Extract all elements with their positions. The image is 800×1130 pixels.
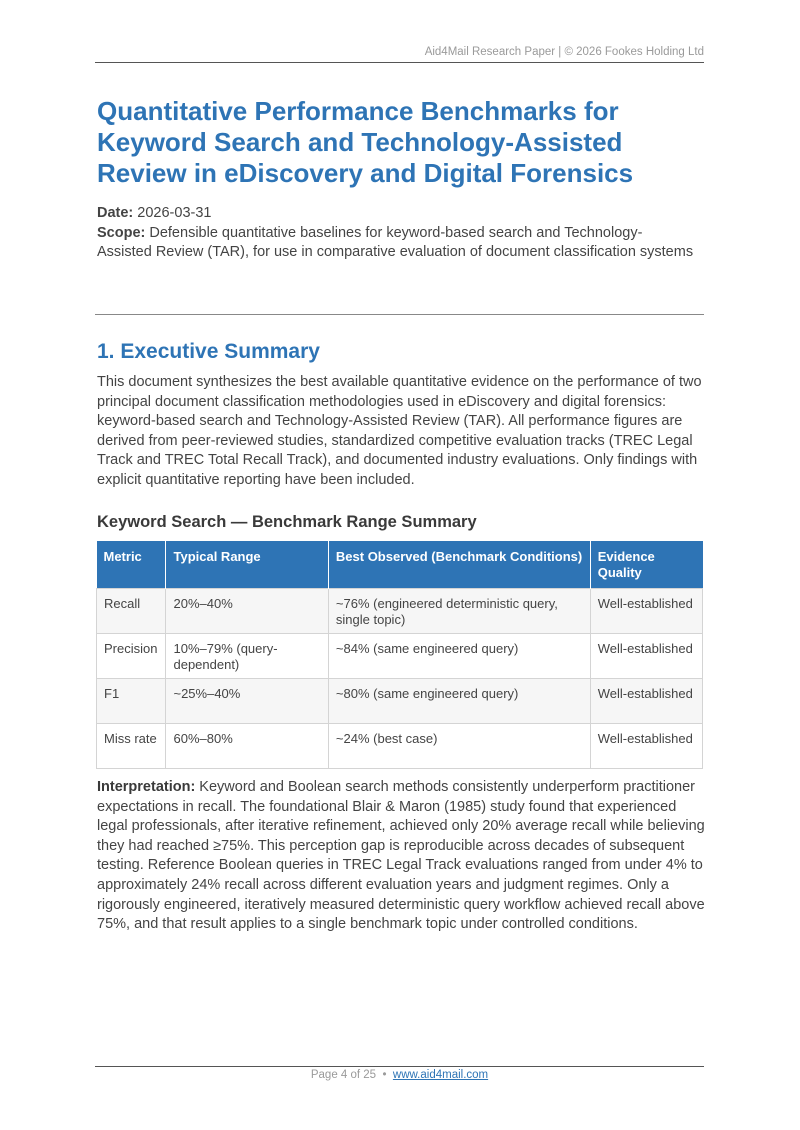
table-header-row — [97, 541, 703, 589]
footer-divider — [95, 1066, 704, 1067]
interpretation-paragraph — [97, 778, 707, 935]
date-label: Date: — [97, 205, 134, 221]
scope-label: Scope: — [97, 224, 146, 241]
column-header: Typical Range — [166, 541, 328, 589]
scope-value: Defensible quantitative baselines for keyword-based search and Technology-Assisted Review (TAR), for use in comparative evaluation of document classification systems — [97, 224, 694, 260]
table-cell: ~84% (same engineered query) — [328, 634, 590, 679]
table-cell: Recall — [97, 589, 166, 634]
scope-line — [97, 224, 697, 263]
footer-separator: • — [376, 1069, 393, 1081]
date-line — [97, 204, 697, 224]
section-body: This document synthesizes the best available quantitative evidence on the performance of two principal document classification methodologies used in eDiscovery and digital forensics: keyword-based search and Technology-Assisted Review (TAR). All performance figures are derived from peer-reviewed studies, standardized competitive evaluation tracks (TREC Legal Track and TREC Total Recall Track), and documented industry evaluations. Only findings with explicit quantitative reporting have been included. — [97, 374, 702, 488]
interpretation-label: Interpretation: — [97, 779, 196, 795]
table-cell: Well-established — [590, 679, 702, 724]
table-cell: Miss rate — [97, 724, 166, 769]
table-cell: ~25%–40% — [166, 679, 328, 724]
table-row — [97, 589, 703, 634]
table-cell: Precision — [97, 634, 166, 679]
table-row — [97, 724, 703, 769]
table-cell: ~76% (engineered deterministic query, single topic) — [328, 589, 590, 634]
table-cell: Well-established — [590, 724, 702, 769]
running-header: Aid4Mail Research Paper | © 2026 Fookes Holding Ltd — [95, 46, 704, 63]
website-link[interactable]: www.aid4mail.com — [392, 1069, 489, 1081]
section-heading: 1. Executive Summary — [97, 340, 320, 363]
table-cell: ~80% (same engineered query) — [328, 679, 590, 724]
table-cell: 20%–40% — [166, 589, 328, 634]
table-row — [97, 679, 703, 724]
table-cell: 60%–80% — [166, 724, 328, 769]
table-cell: ~24% (best case) — [328, 724, 590, 769]
page-number: Page 4 of 25 — [310, 1069, 377, 1081]
table-cell: Well-established — [590, 634, 702, 679]
table-cell: F1 — [97, 679, 166, 724]
interpretation-body: Keyword and Boolean search methods consistently underperform practitioner expectations in recall. The foundational Blair & Maron (1985) study found that experienced legal professionals, after iterative refinement, achieved only 20% average recall while believing they had reached ≥75%. This perception gap is reproducible across decades of subsequent testing. Reference Boolean queries in TREC Legal Track evaluations ranged from under 4% to approximately 24% recall across different evaluation years and judgment regimes. Only a rigorously engineered, iteratively measured deterministic query workflow achieved recall above 75%, and that result applies to a single benchmark topic under controlled conditions. — [97, 779, 705, 933]
table-cell: 10%–79% (query-dependent) — [166, 634, 328, 679]
paper-title: Quantitative Performance Benchmarks for Keyword Search and Technology-Assisted Review in eDiscovery and Digital Forensics — [97, 96, 634, 188]
paper-meta — [97, 204, 697, 263]
table-heading: Keyword Search — Benchmark Range Summary — [97, 513, 477, 531]
table-cell: Well-established — [590, 589, 702, 634]
column-header: Best Observed (Benchmark Conditions) — [328, 541, 590, 589]
divider — [95, 314, 704, 315]
table-row — [97, 634, 703, 679]
column-header: Metric — [97, 541, 166, 589]
column-header: Evidence Quality — [590, 541, 702, 589]
page-footer — [95, 1069, 704, 1081]
date-value: 2026-03-31 — [133, 205, 212, 221]
benchmark-table — [96, 541, 703, 769]
